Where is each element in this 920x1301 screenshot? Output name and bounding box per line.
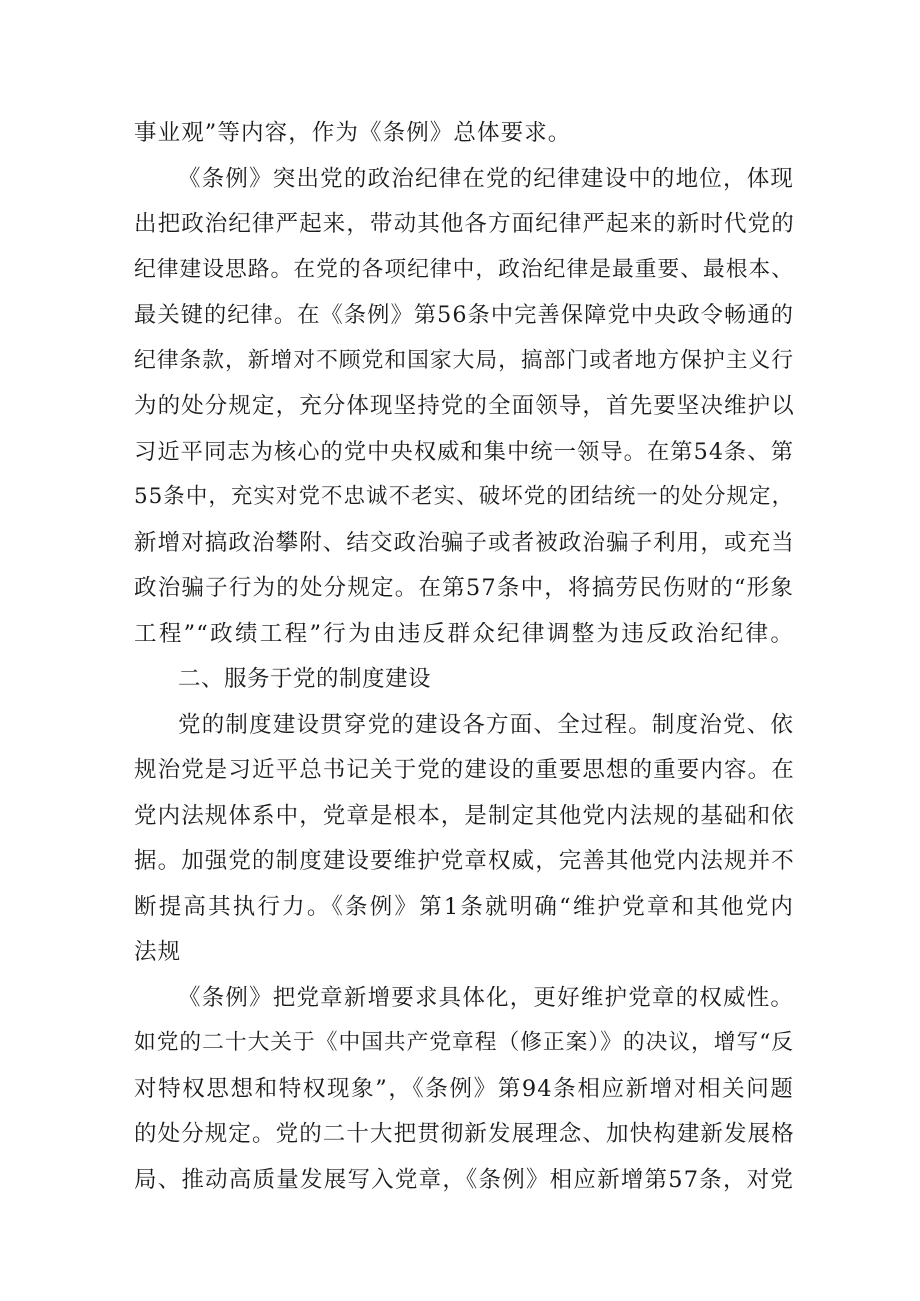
text-line: 习近平同志为核心的党中央权威和集中统一领导。在第54条、第: [134, 439, 794, 465]
text-line: 事业观”等内容，作为《条例》总体要求。: [134, 120, 572, 146]
section-heading: 二、服务于党的制度建设: [178, 666, 432, 692]
text-line: 《条例》把党章新增要求具体化，更好维护党章的权威性。: [178, 985, 794, 1011]
text-line: 规治党是习近平总书记关于党的建设的重要思想的重要内容。在: [134, 757, 795, 783]
text-line: 出把政治纪律严起来，带动其他各方面纪律严起来的新时代党的: [134, 211, 795, 237]
text-line: 断提高其执行力。《条例》第1条就明确“维护党章和其他党内: [134, 894, 794, 920]
text-line: 法规: [134, 939, 182, 965]
text-line: 局、推动高质量发展写入党章，《条例》相应新增第57条，对党: [134, 1167, 794, 1193]
text-line: 政治骗子行为的处分规定。在第57条中，将搞劳民伤财的“形象: [134, 575, 794, 601]
text-line: 据。加强党的制度建设要维护党章权威，完善其他党内法规并不: [134, 848, 795, 874]
text-line: 对特权思想和特权现象”，《条例》第94条相应新增对相关问题: [134, 1076, 794, 1102]
text-line: 工程”“政绩工程”行为由违反群众纪律调整为违反政治纪律。: [134, 621, 794, 647]
text-line: 党内法规体系中，党章是根本，是制定其他党内法规的基础和依: [134, 803, 795, 829]
text-line: 如党的二十大关于《中国共产党章程（修正案）》的决议，增写“反: [134, 1030, 794, 1055]
text-line: 《条例》突出党的政治纪律在党的纪律建设中的地位，体现: [178, 166, 794, 192]
text-line: 最关键的纪律。在《条例》第56条中完善保障党中央政令畅通的: [134, 302, 794, 328]
text-line: 纪律条款，新增对不顾党和国家大局，搞部门或者地方保护主义行: [134, 348, 794, 373]
text-line: 的处分规定。党的二十大把贯彻新发展理念、加快构建新发展格: [134, 1121, 795, 1147]
text-line: 党的制度建设贯穿党的建设各方面、全过程。制度治党、依: [178, 712, 794, 738]
text-line: 为的处分规定，充分体现坚持党的全面领导，首先要坚决维护以: [134, 393, 795, 419]
text-line: 纪律建设思路。在党的各项纪律中，政治纪律是最重要、最根本、: [134, 257, 794, 282]
text-line: 新增对搞政治攀附、结交政治骗子或者被政治骗子利用，或充当: [134, 530, 795, 556]
text-line: 55条中，充实对党不忠诚不老实、破坏党的团结统一的处分规定，: [134, 484, 794, 509]
